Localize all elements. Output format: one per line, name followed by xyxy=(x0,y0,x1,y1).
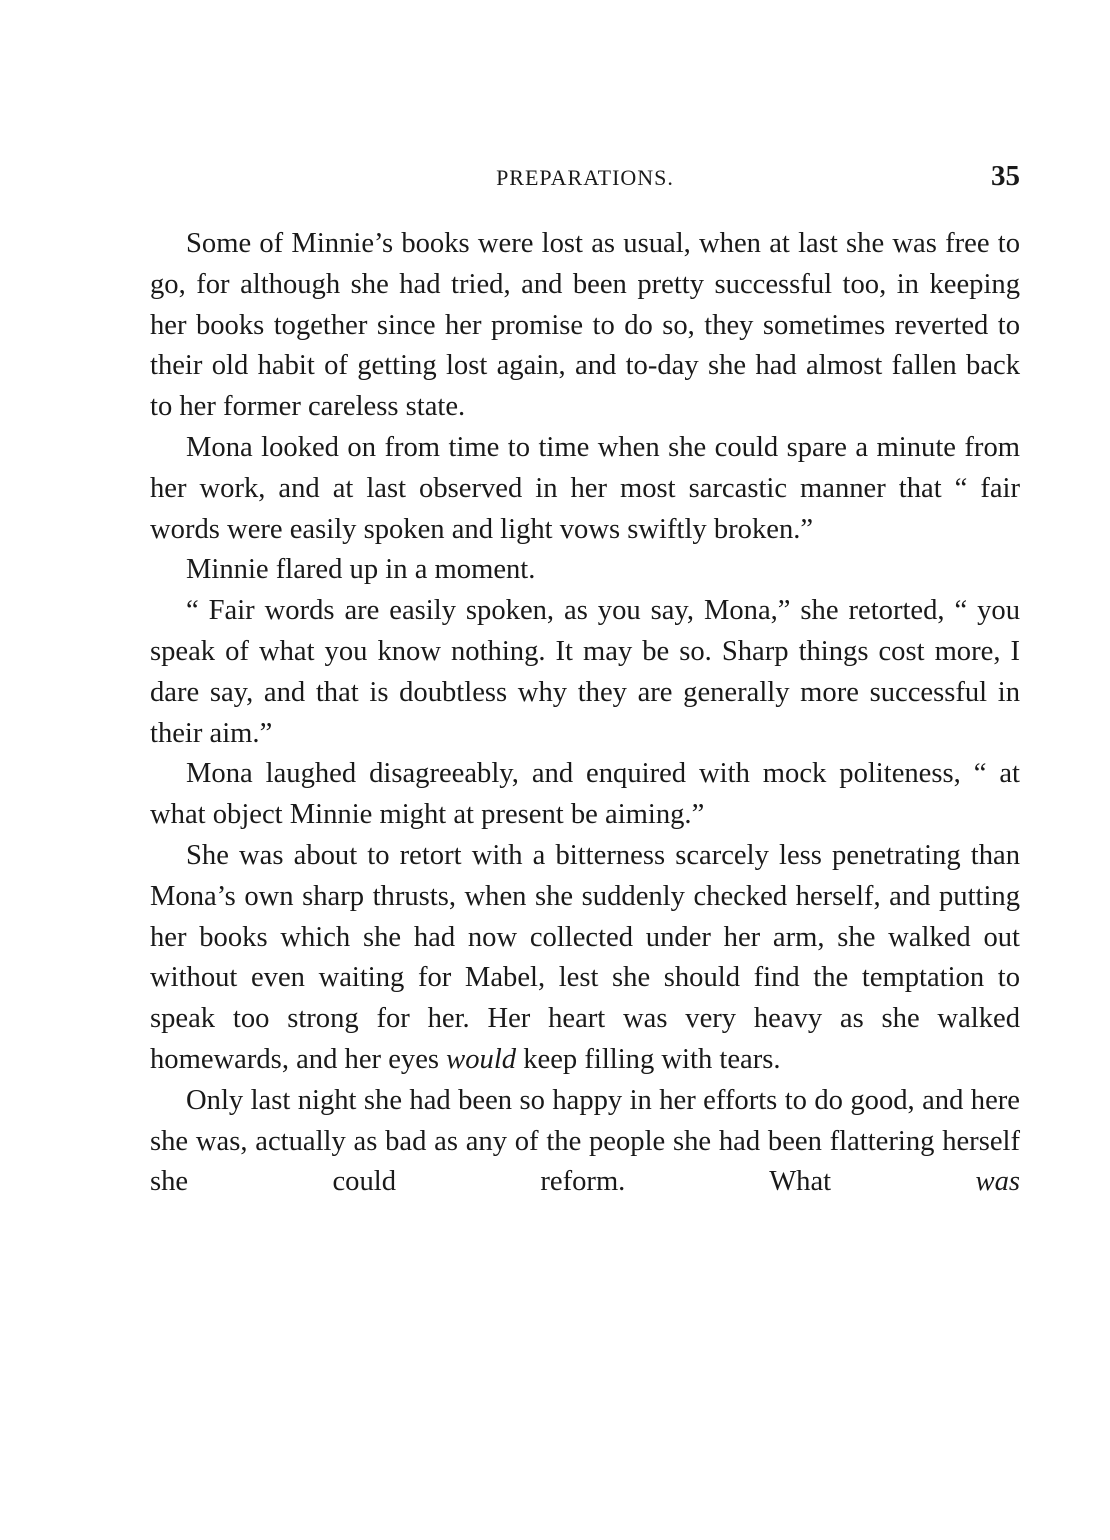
paragraph xyxy=(150,836,1020,1081)
paragraph xyxy=(150,754,1020,836)
paragraph xyxy=(150,428,1020,550)
paragraph-text: Minnie flared up in a moment. xyxy=(186,554,536,586)
body-text xyxy=(150,224,1020,1203)
paragraph-text: Some of Minnie’s books were lost as usual, when at last she was free to go, for although she had tried, and been pretty successful too, in keeping her books together since her promise to do so, they sometimes reverted to their old habit of getting lost again, and to-day she had almost fallen back to her former careless state. xyxy=(150,228,1020,423)
paragraph xyxy=(150,591,1020,754)
paragraph-text: Mona laughed disagreeably, and enquired with mock politeness, “ at what object Minnie might at present be aiming.” xyxy=(150,758,1020,831)
paragraph-text: She was about to retort with a bitterness scarcely less penetrating than Mona’s own sharp thrusts, when she suddenly checked herself, and putting her books which she had now collected under her arm, she walked out without even waiting for Mabel, lest she should find the temptation to speak too strong for her. Her heart was very heavy as she walked homewards, and her eyes xyxy=(150,839,1020,1075)
paragraph xyxy=(150,550,1020,591)
paragraph-text: Mona looked on from time to time when she could spare a minute from her work, and at last observed in her most sarcastic manner that “ fair words were easily spoken and light vows swiftly broken.” xyxy=(150,431,1020,545)
running-head xyxy=(150,160,1020,200)
italic-emphasis: would xyxy=(446,1043,517,1075)
paragraph xyxy=(150,224,1020,428)
paragraph-text: Only last night she had been so happy in her efforts to do good, and here she was, actually as bad as any of the people she had been flattering herself she could reform. What xyxy=(150,1084,1020,1198)
page-number: 35 xyxy=(991,160,1020,192)
italic-emphasis: was xyxy=(975,1166,1020,1198)
paragraph xyxy=(150,1081,1020,1203)
chapter-title: PREPARATIONS. xyxy=(496,165,674,190)
paragraph-text: “ Fair words are easily spoken, as you say, Mona,” she retorted, “ you speak of what you know nothing. It may be so. Sharp things cost more, I dare say, and that is doubtless why they are generally more successful in their aim.” xyxy=(150,595,1020,749)
paragraph-text: keep filling with tears. xyxy=(516,1043,781,1075)
